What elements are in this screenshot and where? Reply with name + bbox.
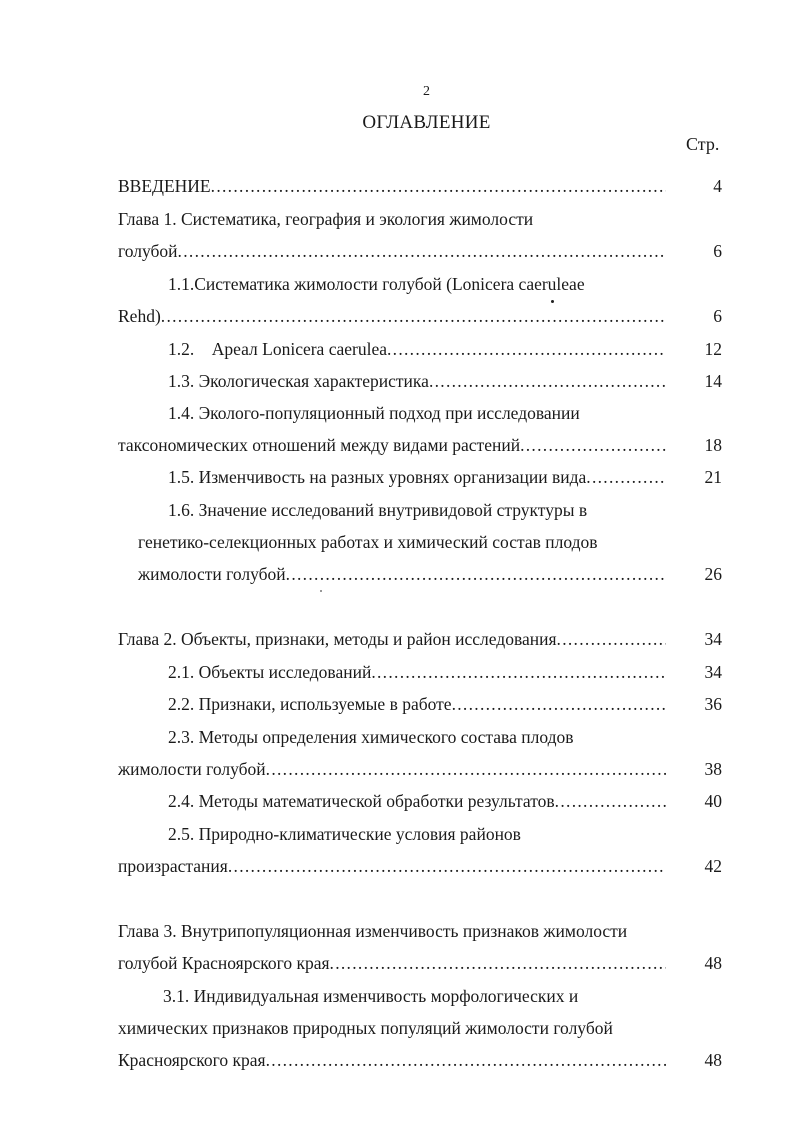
leader-dots xyxy=(266,1046,666,1074)
toc-entry-page: 42 xyxy=(704,856,722,876)
toc-entry-2-1 xyxy=(168,658,722,686)
toc-entry-title: химических признаков природных популяций жимолости голубой xyxy=(118,1018,613,1038)
toc-entry-page: 48 xyxy=(704,953,722,973)
toc-entry-3-1 xyxy=(118,1046,722,1074)
leader-dots xyxy=(266,755,666,783)
leader-dots xyxy=(557,625,666,653)
page-number: 2 xyxy=(423,84,430,99)
toc-entry-page: 36 xyxy=(704,694,722,714)
toc-entry-page: 48 xyxy=(704,1050,722,1070)
leader-dots xyxy=(330,949,666,977)
page-title: ОГЛАВЛЕНИЕ xyxy=(362,112,491,133)
toc-entry-page: 6 xyxy=(713,306,722,326)
page-column-label: Стр. xyxy=(686,134,720,154)
leader-dots xyxy=(211,172,666,200)
toc-entry-title: Красноярского края xyxy=(118,1050,266,1070)
toc-entry-title: 1.2. Ареал Lonicera caerulea xyxy=(168,339,387,359)
toc-entry-page: 40 xyxy=(704,791,722,811)
toc-entry-1-6 xyxy=(138,560,722,588)
scan-speck xyxy=(320,590,322,592)
leader-dots xyxy=(371,658,666,686)
toc-entry-2-4 xyxy=(168,787,722,815)
leader-dots xyxy=(452,690,666,718)
leader-dots xyxy=(586,463,666,491)
leader-dots xyxy=(555,787,666,815)
leader-dots xyxy=(286,560,666,588)
toc-entry-title: жимолости голубой xyxy=(138,564,286,584)
leader-dots xyxy=(228,852,666,880)
toc-entry-title: таксономических отношений между видами растений xyxy=(118,435,521,455)
toc-entry-title: 1.5. Изменчивость на разных уровнях организации вида xyxy=(168,467,587,487)
toc-entry-2-3 xyxy=(118,755,722,783)
toc-entry-title: жимолости голубой xyxy=(118,759,266,779)
toc-entry-introduction xyxy=(118,172,722,200)
toc-entry-page: 26 xyxy=(704,564,722,584)
toc-entry-title: 1.1.Систематика жимолости голубой (Lonicera caeruleae xyxy=(168,274,585,294)
toc-entry-title: 1.4. Эколого-популяционный подход при исследовании xyxy=(168,403,580,423)
scan-speck xyxy=(551,300,554,303)
toc-entry-title: 3.1. Индивидуальная изменчивость морфологических и xyxy=(163,986,579,1006)
toc-entry-title: Глава 2. Объекты, признаки, методы и район исследования xyxy=(118,629,557,649)
toc-entry-page: 14 xyxy=(704,371,722,391)
toc-entry-chapter-2 xyxy=(118,625,722,653)
toc-entry-page: 21 xyxy=(704,467,722,487)
leader-dots xyxy=(387,335,666,363)
toc-entry-page: 34 xyxy=(704,629,722,649)
toc-entry-title: 2.3. Методы определения химического состава плодов xyxy=(168,727,574,747)
toc-entry-1-2 xyxy=(168,335,722,363)
toc-entry-title: генетико-селекционных работах и химический состав плодов xyxy=(138,532,598,552)
toc-entry-title: ВВЕДЕНИЕ xyxy=(118,176,211,196)
toc-entry-chapter-1 xyxy=(118,237,722,265)
toc-entry-title: Глава 1. Систематика, география и экология жимолости xyxy=(118,209,534,229)
toc-entry-2-5 xyxy=(118,852,722,880)
toc-entry-page: 6 xyxy=(713,241,722,261)
toc-entry-title: 2.5. Природно-климатические условия районов xyxy=(168,824,521,844)
toc-entry-page: 34 xyxy=(704,662,722,682)
toc-entry-page: 38 xyxy=(704,759,722,779)
toc-entry-title: 2.4. Методы математической обработки результатов xyxy=(168,791,555,811)
toc-entry-title: Rehd) xyxy=(118,306,161,326)
leader-dots xyxy=(520,431,666,459)
toc-entry-title: Глава 3. Внутрипопуляционная изменчивость признаков жимолости xyxy=(118,921,628,941)
toc-entry-title: 2.2. Признаки, используемые в работе xyxy=(168,694,452,714)
toc-entry-title: голубой Красноярского края xyxy=(118,953,330,973)
toc-entry-1-5 xyxy=(168,463,722,491)
toc-entry-chapter-3 xyxy=(118,949,722,977)
toc-entry-title: голубой xyxy=(118,241,178,261)
leader-dots xyxy=(429,367,666,395)
toc-entry-title: 1.3. Экологическая характеристика xyxy=(168,371,429,391)
toc-entry-1-1 xyxy=(118,302,722,330)
toc-entry-title: 2.1. Объекты исследований xyxy=(168,662,372,682)
toc-entry-page: 12 xyxy=(704,339,722,359)
toc-entry-page: 4 xyxy=(713,176,722,196)
toc-entry-2-2 xyxy=(168,690,722,718)
toc-entry-1-3 xyxy=(168,367,722,395)
leader-dots xyxy=(178,237,666,265)
toc-entry-title: произрастания xyxy=(118,856,228,876)
toc-entry-1-4 xyxy=(118,431,722,459)
leader-dots xyxy=(161,302,666,330)
toc-entry-title: 1.6. Значение исследований внутривидовой структуры в xyxy=(168,500,588,520)
toc-entry-page: 18 xyxy=(704,435,722,455)
